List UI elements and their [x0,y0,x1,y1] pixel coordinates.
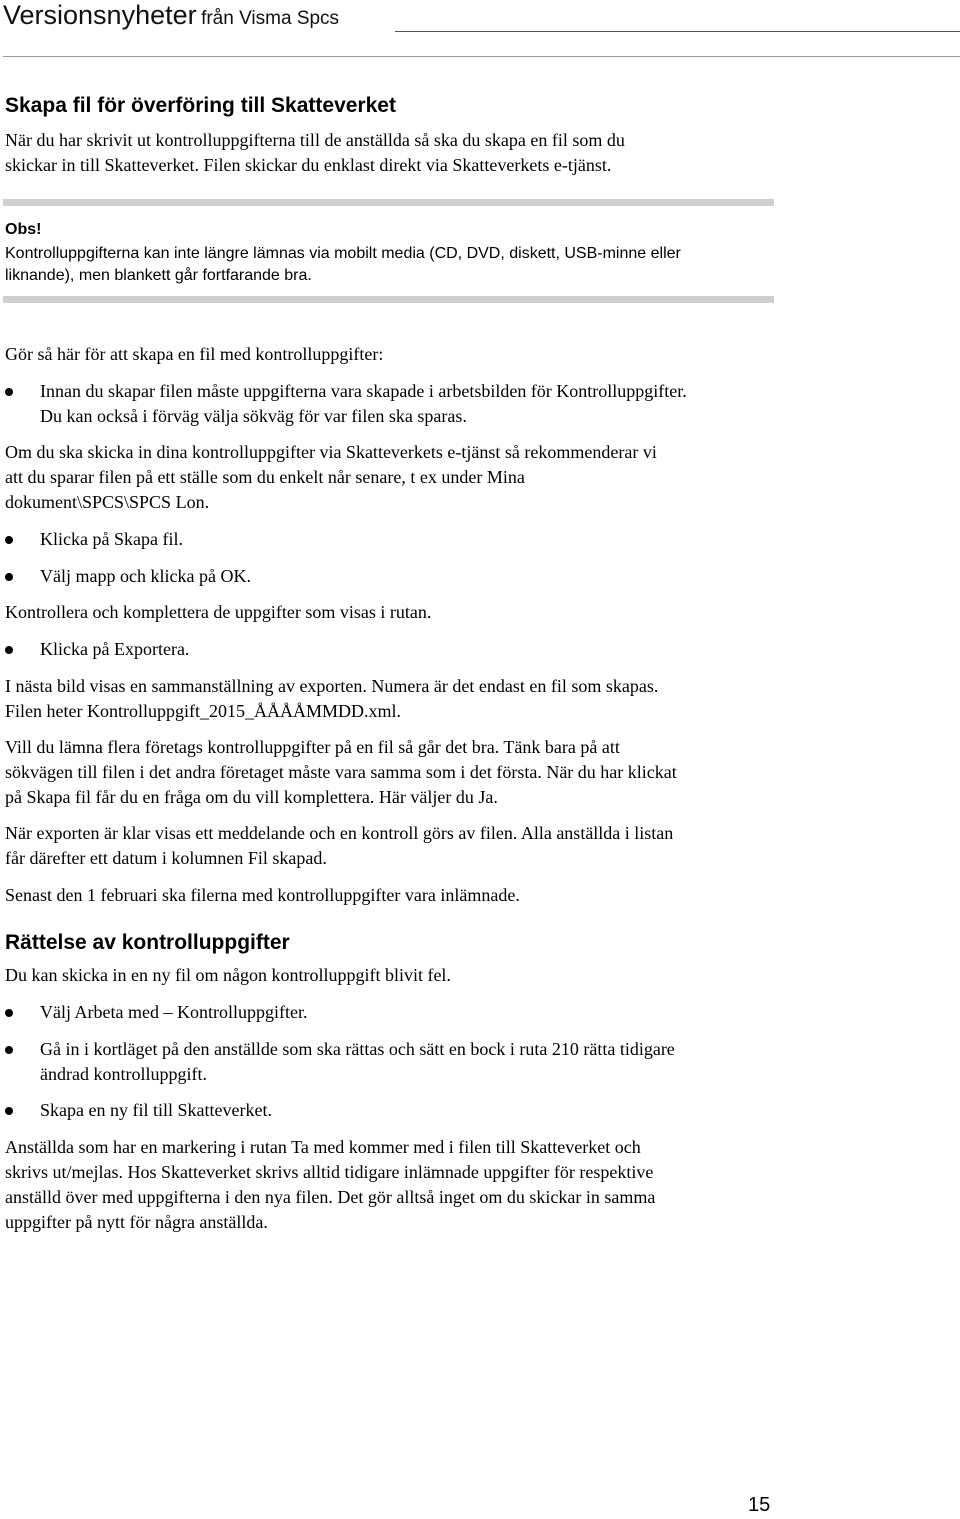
paragraph-anstallda-line-4: uppgifter på nytt för några anställda. [5,1212,268,1232]
paragraph-kontrollera: Kontrollera och komplettera de uppgifter som visas i rutan. [5,602,432,622]
list-item-innan-1: Innan du skapar filen måste uppgifterna vara skapade i arbetsbilden för Kontrolluppgifter. [40,381,687,401]
paragraph-anstallda-line-3: anställd över med uppgifterna i den nya filen. Det gör alltså inget om du skickar in samma [5,1187,656,1207]
list-item-exportera: Klicka på Exportera. [40,639,190,659]
paragraph-vill-line-1: Vill du lämna flera företags kontrolluppgifter på en fil så går det bra. Tänk bara på att [5,737,620,757]
bullet-icon [5,573,13,581]
list-item-valj-arbeta: Välj Arbeta med – Kontrolluppgifter. [40,1002,308,1022]
paragraph-anstallda-line-2: skrivs ut/mejlas. Hos Skatteverket skrivs alltid tidigare inlämnade uppgifter för respektive [5,1162,654,1182]
paragraph-nasta-line-2: Filen heter Kontrolluppgift_2015_ÅÅÅÅMMDD.xml. [5,701,401,721]
paragraph-senast: Senast den 1 februari ska filerna med kontrolluppgifter vara inlämnade. [5,885,520,905]
header-subtitle: från Visma Spcs [201,8,340,29]
note-top-bar [3,199,774,206]
list-item-innan-2: Du kan också i förväg välja sökväg för var filen ska sparas. [40,406,467,426]
list-item-ga-in-1: Gå in i kortläget på den anställde som ska rättas och sätt en bock i ruta 210 rätta tidigare [40,1039,675,1059]
header-rule [395,31,960,32]
page-header [3,0,960,34]
header-title: Versionsnyheter [3,0,197,30]
note-title: Obs! [5,221,42,238]
paragraph-vill-line-3: på Skapa fil får du en fråga om du vill komplettera. Här väljer du Ja. [5,787,498,807]
bullet-icon [5,536,13,544]
header-divider [3,56,960,57]
section-heading-rattelse: Rättelse av kontrolluppgifter [5,931,290,954]
bullet-icon [5,1009,13,1017]
paragraph-om-line-2: att du sparar filen på ett ställe som du enkelt når senare, t ex under Mina [5,467,525,487]
paragraph-om-line-1: Om du ska skicka in dina kontrolluppgifter via Skatteverkets e-tjänst så rekommenderar vi [5,442,657,462]
paragraph-anstallda-line-1: Anställda som har en markering i rutan Ta med kommer med i filen till Skatteverket och [5,1137,641,1157]
paragraph-nar-line-2: får därefter ett datum i kolumnen Fil skapad. [5,848,327,868]
paragraph-vill-line-2: sökvägen till filen i det andra företaget måste vara samma som i det första. När du har klickat [5,762,677,782]
list-item-skapa-fil: Klicka på Skapa fil. [40,529,183,549]
bullet-icon [5,388,13,396]
note-text-line-1: Kontrolluppgifterna kan inte längre lämnas via mobilt media (CD, DVD, diskett, USB-minne eller [5,245,681,262]
list-item-ga-in-2: ändrad kontrolluppgift. [40,1064,207,1084]
note-bottom-bar [3,296,774,303]
rattelse-intro: Du kan skicka in en ny fil om någon kontrolluppgift blivit fel. [5,965,451,985]
bullet-icon [5,1046,13,1054]
paragraph-om-line-3: dokument\SPCS\SPCS Lon. [5,492,210,512]
list-item-valj-mapp: Välj mapp och klicka på OK. [40,566,251,586]
section-heading-skapa-fil: Skapa fil för överföring till Skatteverket [5,94,396,117]
intro-line-2: skickar in till Skatteverket. Filen skickar du enklast direkt via Skatteverkets e-tjänst. [5,155,612,175]
steps-lead: Gör så här för att skapa en fil med kontrolluppgifter: [5,344,384,364]
note-text-line-2: liknande), men blankett går fortfarande bra. [5,267,312,284]
page-number: 15 [748,1494,771,1516]
intro-line-1: När du har skrivit ut kontrolluppgifterna till de anställda så ska du skapa en fil som du [5,130,625,150]
bullet-icon [5,1107,13,1115]
paragraph-nasta-line-1: I nästa bild visas en sammanställning av exporten. Numera är det endast en fil som skapas. [5,676,659,696]
list-item-skapa-ny-fil: Skapa en ny fil till Skatteverket. [40,1100,272,1120]
paragraph-nar-line-1: När exporten är klar visas ett meddelande och en kontroll görs av filen. Alla anställda i listan [5,823,674,843]
bullet-icon [5,646,13,654]
